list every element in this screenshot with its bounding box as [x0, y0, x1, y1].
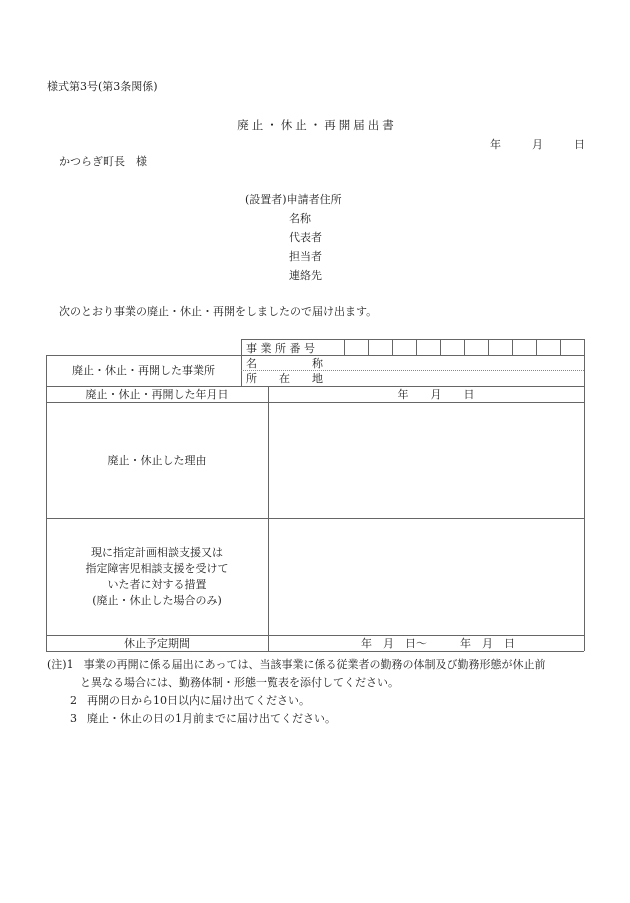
applicant-block	[245, 194, 342, 289]
applicant-name-label: 名称	[289, 212, 311, 225]
note-3	[47, 710, 545, 728]
office-number-box-2[interactable]	[368, 339, 392, 355]
date-row-label: 廃止・休止・再開した年月日	[85, 388, 229, 401]
office-number-box-1[interactable]	[344, 339, 368, 355]
office-number-box-7[interactable]	[488, 339, 512, 355]
note-text: と異なる場合には、勤務体制・形態一覧表を添付してください。	[80, 676, 399, 689]
applicant-address-label: (設置者)申請者住所	[245, 193, 342, 206]
office-label: 廃止・休止・再開した事業所	[72, 364, 215, 377]
measures-label	[46, 545, 268, 609]
applicant-contact-label: 連絡先	[289, 269, 322, 282]
office-number-box-5[interactable]	[440, 339, 464, 355]
submission-date	[490, 139, 585, 150]
date-month-label: 月	[532, 138, 543, 151]
applicant-representative-label: 代表者	[289, 231, 322, 244]
office-number-box-8[interactable]	[512, 339, 536, 355]
measures-field[interactable]	[269, 519, 584, 635]
office-number-box-3[interactable]	[392, 339, 416, 355]
office-location-field[interactable]	[344, 371, 584, 385]
office-number-label: 事 業 所 番 号	[246, 342, 315, 355]
table-line	[584, 339, 585, 651]
form-number: 様式第3号(第3条関係)	[47, 80, 158, 93]
office-name-field[interactable]	[344, 356, 584, 370]
applicant-person-in-charge-label: 担当者	[289, 250, 322, 263]
note-prefix: 2	[70, 694, 77, 707]
office-number-box-9[interactable]	[536, 339, 560, 355]
office-number-box-10[interactable]	[560, 339, 584, 355]
office-name-label: 名 称	[246, 357, 323, 370]
measures-label-line-1: 現に指定計画相談支援又は	[91, 546, 223, 559]
reason-label: 廃止・休止した理由	[107, 454, 207, 467]
date-row-value[interactable]: 年 月 日	[397, 388, 475, 401]
addressee: かつらぎ町長 様	[59, 155, 147, 168]
document-title: 廃止・休止・再開届出書	[237, 118, 397, 132]
note-text: 廃止・休止の日の1月前までに届け出てください。	[87, 712, 336, 725]
intro-text: 次のとおり事業の廃止・休止・再開をしましたので届け出ます。	[59, 305, 378, 318]
office-number-box-6[interactable]	[464, 339, 488, 355]
office-number-box-4[interactable]	[416, 339, 440, 355]
measures-label-line-2: 指定障害児相談支援を受けて	[85, 561, 229, 575]
note-text: 事業の再開に係る届出にあっては、当該事業に係る従業者の勤務の体制及び勤務形態が休止前	[83, 658, 546, 671]
office-location-label: 所 在 地	[246, 372, 323, 385]
measures-label-line-4: (廃止・休止した場合のみ)	[92, 593, 222, 607]
date-year-label: 年	[490, 138, 501, 151]
note-prefix: (注)1	[47, 658, 74, 671]
note-text: 再開の日から10日以内に届け出てください。	[87, 694, 310, 707]
note-1	[47, 656, 545, 674]
note-2	[47, 692, 545, 710]
suspension-label: 休止予定期間	[124, 637, 190, 650]
note-1-continued	[47, 674, 545, 692]
reason-field[interactable]	[269, 403, 584, 518]
note-prefix: 3	[70, 712, 77, 725]
date-day-label: 日	[574, 138, 585, 151]
table-line	[241, 339, 242, 386]
notes	[47, 656, 545, 728]
measures-label-line-3: いた者に対する措置	[107, 577, 207, 591]
suspension-value[interactable]: 年 月 日〜 年 月 日	[361, 637, 515, 650]
